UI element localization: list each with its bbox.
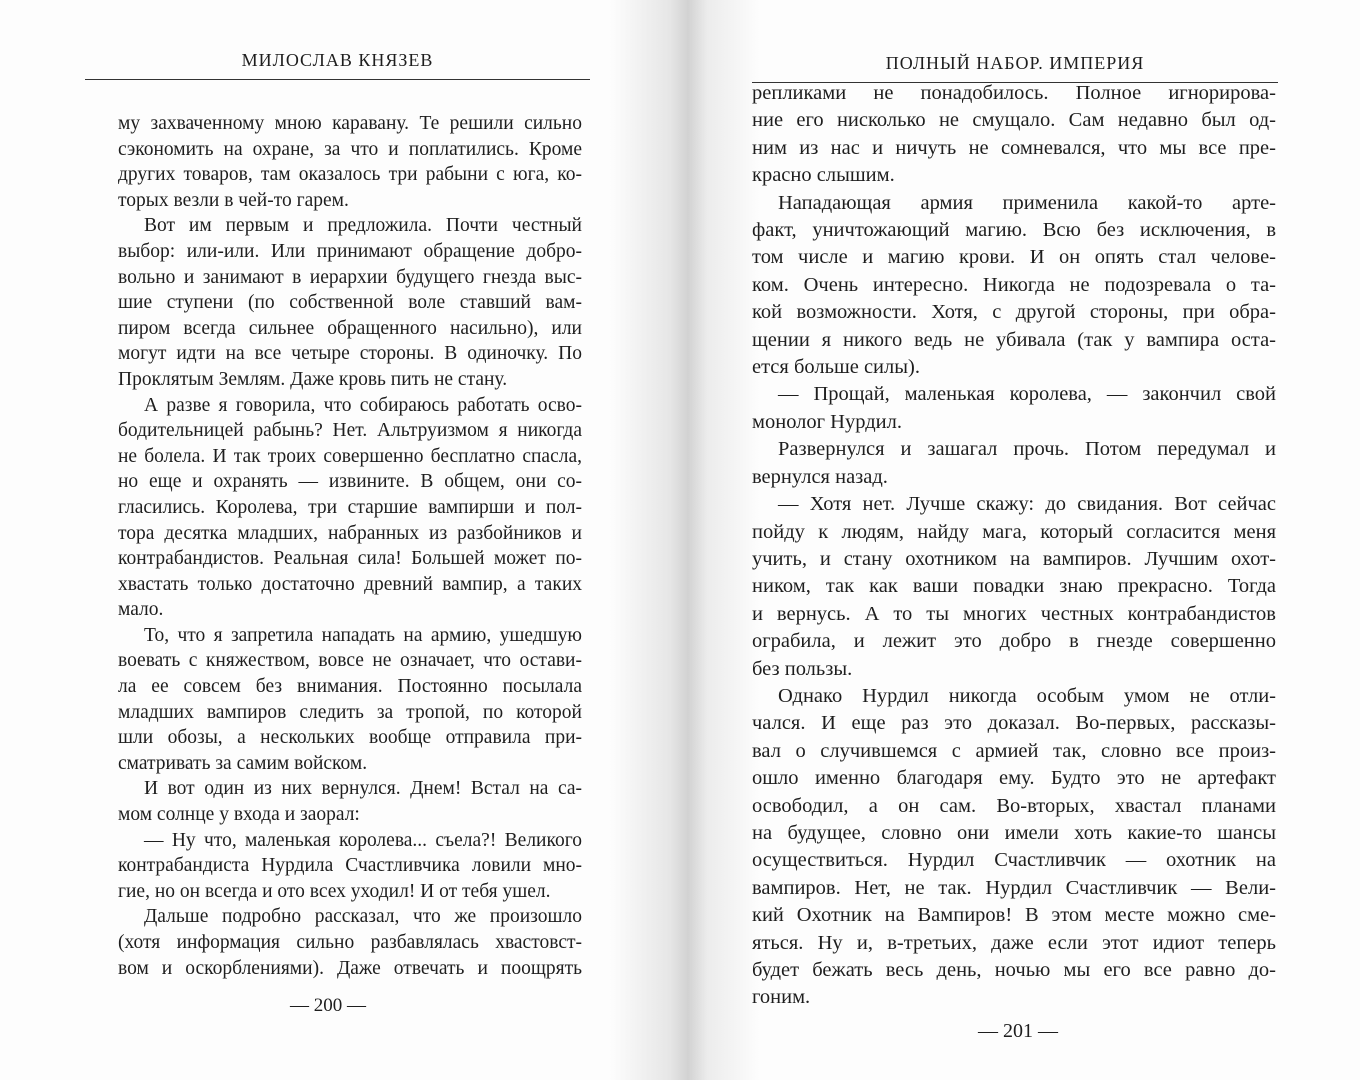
paragraph (118, 213, 582, 392)
text-line: том числе и магию крови. И он опять стал челове- (752, 246, 1276, 269)
text-line: не болела. И так троих совершенно бесплатно спасла, (118, 445, 582, 467)
text-line: ком. Очень интересно. Никогда не подозревала о та- (752, 273, 1276, 296)
page-number: — 201 — (978, 1020, 1058, 1042)
text-line: Вот им первым и предложила. Почти честный (144, 215, 582, 237)
text-line: ется больше силы). (752, 356, 920, 379)
text-line: монолог Нурдил. (752, 410, 902, 433)
text-line: пойду к людям, найду мага, который согласится меня (752, 520, 1276, 543)
text-line: ние его нисколько не смущало. Сам недавно был од- (752, 109, 1276, 132)
paragraph (752, 436, 1276, 491)
paragraph (752, 381, 1276, 436)
text-line: сэкономить на охране, за что и поплатились. Кроме (118, 138, 582, 160)
text-line: И вот один из них вернулся. Днем! Встал на са- (144, 778, 582, 800)
text-line: репликами не понадобилось. Полное игнорирова- (752, 82, 1276, 104)
text-line: других товаров, там оказалось три рабыни с юга, ко- (118, 164, 582, 186)
paragraph (118, 623, 582, 777)
paragraph (752, 491, 1276, 683)
text-line: кой возможности. Хотя, с другой стороны, при обра- (752, 301, 1276, 324)
paragraph (752, 190, 1276, 382)
text-line: но еще и охранять — извините. В общем, они со- (118, 471, 582, 493)
text-line: на будущее, словно они имели хоть какие-то шансы (752, 821, 1276, 844)
text-line: учить, и стану охотником на вампиров. Лучшим охот- (752, 547, 1276, 570)
text-line: яться. Ну и, в-третьих, даже если этот идиот теперь (752, 931, 1276, 954)
text-line: без пользы. (752, 657, 853, 680)
text-line: и вернусь. А то ты многих честных контрабандистов (752, 602, 1276, 625)
text-line: контрабандистов. Реальная сила! Большей может по- (118, 548, 582, 570)
text-line: выбор: или-или. Или принимают обращение добро- (118, 240, 582, 262)
text-line: сматривать за самим войском. (118, 752, 368, 774)
text-line: Проклятым Землям. Даже кровь пить не стану. (118, 368, 508, 390)
text-line: чался. И еще раз это доказал. Во-первых, рассказы- (752, 712, 1276, 735)
text-line: вом и оскорблениями). Даже отвечать и поощрять (118, 957, 582, 979)
paragraph (118, 393, 582, 623)
text-line: — Ну что, маленькая королева... съела?! Великого (144, 829, 582, 851)
text-line: ограбила, и лежит это добро в гнезде совершенно (752, 630, 1276, 653)
text-line: (хотя информация сильно разбавлялась хвастовст- (118, 932, 582, 953)
text-line: гоним. (752, 986, 811, 1009)
text-line: младших вампиров следить за тропой, по которой (118, 701, 582, 723)
text-line: шли обозы, а нескольких вообще отправила при- (118, 727, 582, 749)
text-line: ником, так как ваши повадки знаю прекрасно. Тогда (752, 575, 1276, 598)
text-line: красно слышим. (752, 164, 895, 187)
text-line: То, что я запретила нападать на армию, ушедшую (144, 624, 582, 646)
paragraph (752, 683, 1276, 1012)
text-line: мало. (118, 599, 164, 621)
text-line: шие ступени (по собственной воле ставший вам- (118, 292, 582, 314)
text-line: вампиров. Нет, не так. Нурдил Счастливчик — Вели- (752, 876, 1276, 899)
text-line: воевать с княжеством, вовсе не означает, что остави- (118, 650, 582, 672)
text-line: факт, уничтожающий магию. Всю без исключения, в (752, 219, 1276, 242)
text-line: кий Охотник на Вампиров! В этом месте можно сме- (752, 904, 1276, 927)
paragraph (752, 80, 1276, 190)
text-line: торых везли в чей-то гарем. (118, 189, 349, 211)
text-line: освободил, а он сам. Во-вторых, хвастал планами (752, 794, 1276, 817)
text-line: контрабандиста Нурдила Счастливчика ловили мно- (118, 855, 582, 877)
text-line: щении я никого ведь не убивала (так у вампира оста- (752, 328, 1276, 351)
running-head: ПОЛНЫЙ НАБОР. ИМПЕРИЯ (885, 53, 1145, 73)
text-line: А разве я говорила, что собираюсь работать осво- (144, 394, 582, 416)
text-line: гие, но он всегда и ото всех уходил! И от тебя ушел. (118, 880, 551, 902)
text-line: ошло именно благодаря ему. Будто это не артефакт (752, 767, 1276, 790)
running-head: МИЛОСЛАВ КНЯЗЕВ (241, 50, 434, 70)
text-line: тора десятка младших, набранных из разбойников и (118, 522, 582, 544)
text-line: гласились. Королева, три старшие вампирши и пол- (118, 496, 582, 518)
text-line: могут идти на все четыре стороны. В одиночку. По (118, 343, 582, 365)
text-line: Однако Нурдил никогда особым умом не отли- (778, 684, 1276, 707)
text-line: вал о случившемся с армией так, словно все произ- (752, 739, 1276, 762)
body-text (118, 111, 582, 981)
text-line: осуществиться. Нурдил Счастливчик — охотник на (752, 849, 1276, 872)
text-line: пиром всегда сильнее обращенного насильно), или (118, 317, 582, 339)
text-line: Развернулся и зашагал прочь. Потом передумал и (778, 438, 1276, 461)
page-number: — 200 — (290, 995, 366, 1016)
text-line: вольно и занимают в иерархии будущего гнезда выс- (118, 266, 582, 288)
text-line: вернулся назад. (752, 465, 888, 488)
header-rule (85, 79, 590, 80)
text-line: хвастать только достаточно древний вампир, а таких (118, 573, 582, 595)
paragraph (118, 828, 582, 905)
text-line: Дальше подробно рассказал, что же произошло (144, 906, 582, 928)
paragraph (118, 776, 582, 827)
text-line: будет бежать весь день, ночью мы его все равно до- (752, 959, 1276, 981)
paragraph (118, 111, 582, 213)
book-gutter (610, 0, 760, 1080)
text-line: бодительницей рабынь? Нет. Альтруизмом я никогда (118, 420, 582, 442)
body-text (752, 80, 1276, 1012)
text-line: ла ее совсем без внимания. Постоянно посылала (118, 676, 582, 698)
text-line: му захваченному мною каравану. Те решили сильно (118, 113, 582, 134)
text-line: Нападающая армия применила какой-то арте- (778, 191, 1276, 214)
paragraph (118, 904, 582, 981)
text-line: мом солнце у входа и заорал: (118, 804, 360, 826)
text-line: — Прощай, маленькая королева, — закончил свой (778, 383, 1276, 406)
text-line: ним из нас и ничуть не сомневался, что мы все пре- (752, 136, 1276, 159)
text-line: — Хотя нет. Лучше скажу: до свидания. Вот сейчас (778, 493, 1276, 516)
